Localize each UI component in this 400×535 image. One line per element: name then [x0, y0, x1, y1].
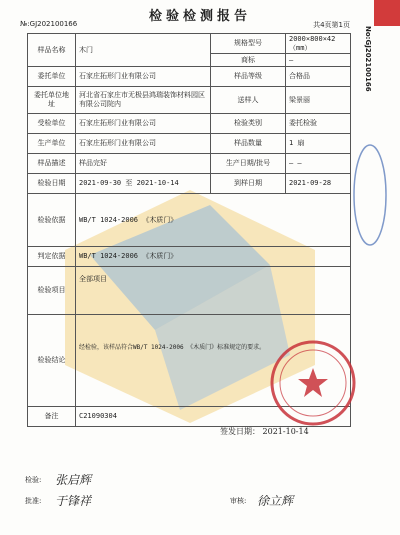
test-date-value: 2021-09-30 至 2021-10-14 [76, 174, 211, 194]
corner-tab [374, 0, 400, 26]
inspected-unit-label: 受检单位 [28, 114, 76, 134]
basis-label: 检验依据 [28, 194, 76, 247]
sender-value: 梁景丽 [286, 87, 351, 114]
basis-value: WB/T 1024-2006 《木质门》 [76, 194, 351, 247]
page-indicator: 共4页第1页 [313, 21, 350, 29]
test-items-value: 全部项目 [76, 267, 351, 315]
spec-label: 规格型号 [211, 34, 286, 54]
client-address-label: 委托单位地址 [28, 87, 76, 114]
sample-name-label: 样品名称 [28, 34, 76, 67]
inspection-seal-icon [268, 338, 358, 428]
side-report-number: No:GJ202100166 [364, 26, 372, 92]
grade-label: 样品等级 [211, 67, 286, 87]
manufacturer-value: 石家庄拓形门业有限公司 [76, 134, 211, 154]
judge-basis-label: 判定依据 [28, 247, 76, 267]
production-date-value: — — [286, 154, 351, 174]
client-label: 委托单位 [28, 67, 76, 87]
trademark-label: 商标 [211, 54, 286, 67]
reviewer-label: 审核: [230, 497, 247, 505]
report-title: 检验检测报告 [148, 9, 251, 24]
client-value: 石家庄拓形门业有限公司 [76, 67, 211, 87]
test-type-label: 检验类别 [211, 114, 286, 134]
arrival-date-label: 到样日期 [211, 174, 286, 194]
remark-value: C21090304 [76, 407, 351, 427]
arrival-date-value: 2021-09-28 [286, 174, 351, 194]
test-type-value: 委托检验 [286, 114, 351, 134]
quantity-value: 1 扇 [286, 134, 351, 154]
trademark-value: — [286, 54, 351, 67]
quantity-label: 样品数量 [211, 134, 286, 154]
production-date-label: 生产日期/批号 [211, 154, 286, 174]
test-items-label: 检验项目 [28, 267, 76, 315]
issue-date: 签发日期： 2021-10-14 [220, 427, 309, 436]
reviewer-signature: 徐立辉 [257, 494, 294, 508]
judge-basis-value: WB/T 1024-2006 《木质门》 [76, 247, 351, 267]
conclusion-value: 经检验，该样品符合WB/T 1024-2006 《木质门》标准规定的要求。 [76, 315, 351, 407]
conclusion-label: 检验结论 [28, 315, 76, 407]
spec-value: 2000×800×42（mm） [286, 34, 351, 54]
approver-label: 批准: [25, 497, 42, 505]
approver-signature: 于锋祥 [55, 494, 92, 508]
tester-label: 检验: [25, 476, 42, 484]
tester-signature: 张启辉 [55, 473, 92, 487]
client-address-value: 河北省石家庄市无极县鸿瑞装饰材料园区有限公司院内 [76, 87, 211, 114]
sample-description-value: 样品完好 [76, 154, 211, 174]
report-number: №:GJ202100166 [20, 20, 78, 28]
side-seal-icon [350, 140, 390, 250]
remark-label: 备注 [28, 407, 76, 427]
sample-name-value: 木门 [76, 34, 211, 67]
inspected-unit-value: 石家庄拓形门业有限公司 [76, 114, 211, 134]
sample-description-label: 样品描述 [28, 154, 76, 174]
sender-label: 送样人 [211, 87, 286, 114]
test-date-label: 检验日期 [28, 174, 76, 194]
manufacturer-label: 生产单位 [28, 134, 76, 154]
grade-value: 合格品 [286, 67, 351, 87]
